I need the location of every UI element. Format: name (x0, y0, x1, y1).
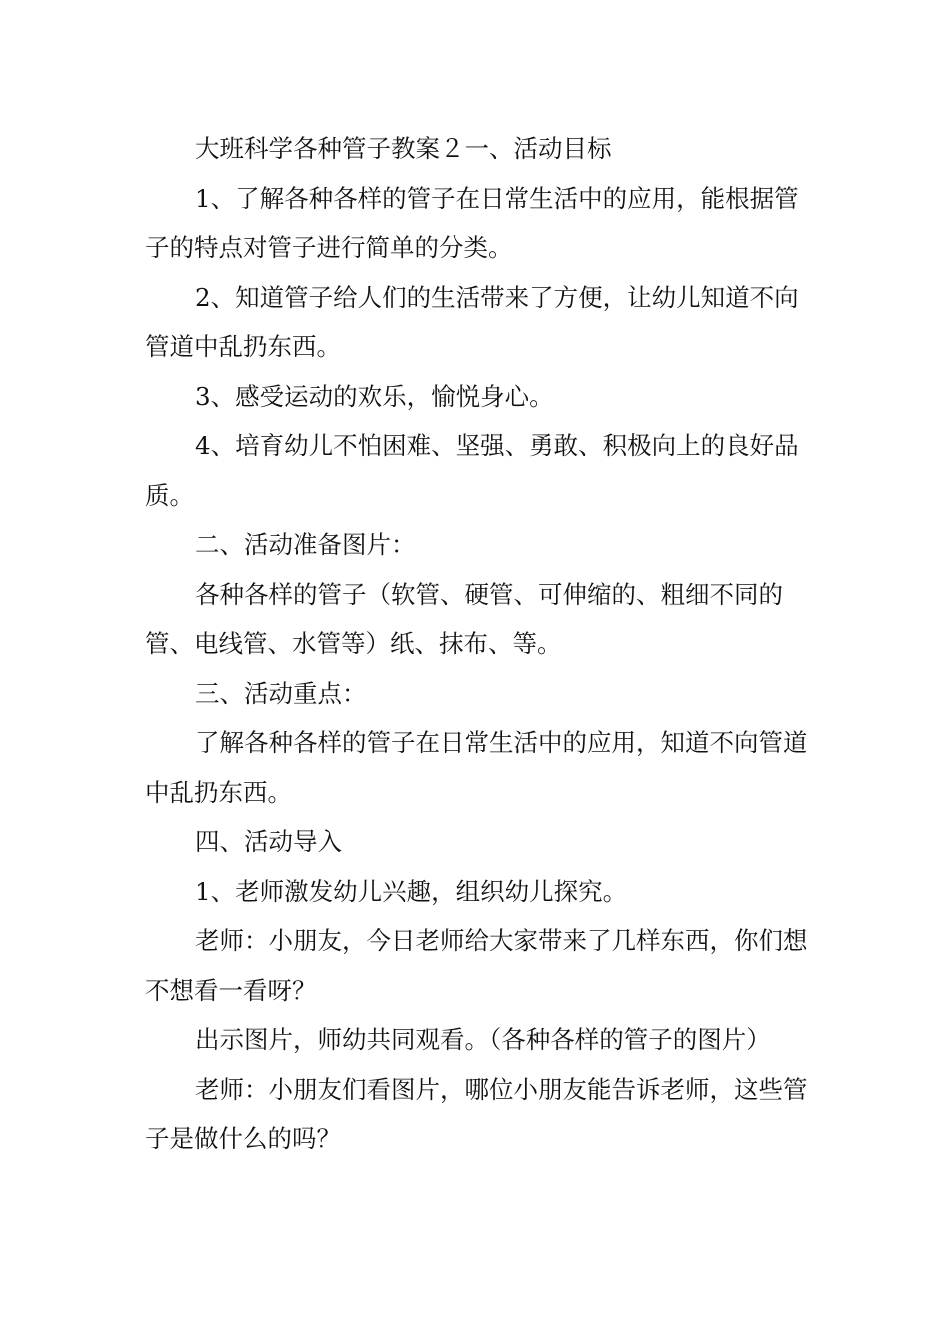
paragraph-teacher-dialogue-1: 老师：小朋友，今日老师给大家带来了几样东西，你们想不想看一看呀？ (145, 926, 808, 1005)
paragraph-introduction-step-1: 1、老师激发幼儿兴趣，组织幼儿探究。 (195, 876, 628, 906)
paragraph-heading-introduction: 四、活动导入 (195, 827, 342, 856)
paragraph-objective-4: 4、培育幼儿不怕困难、坚强、勇敢、积极向上的良好品质。 (145, 431, 799, 510)
paragraph-show-pictures: 出示图片，师幼共同观看。（各种各样的管子的图片） (195, 1025, 771, 1054)
paragraph-objective-1: 1、了解各种各样的管子在日常生活中的应用，能根据管子的特点对管子进行简单的分类。 (145, 183, 799, 262)
paragraph-key-points: 了解各种各样的管子在日常生活中的应用，知道不向管道中乱扔东西。 (145, 728, 808, 807)
paragraph-heading-key-points: 三、活动重点： (195, 678, 367, 708)
paragraph-teacher-dialogue-2: 老师：小朋友们看图片，哪位小朋友能告诉老师，这些管子是做什么的吗？ (145, 1074, 808, 1153)
paragraph-objective-2: 2、知道管子给人们的生活带来了方便，让幼儿知道不向管道中乱扔东西。 (145, 282, 799, 361)
paragraph-heading-preparation: 二、活动准备图片： (195, 530, 416, 559)
paragraph-objective-3: 3、感受运动的欢乐，愉悦身心。 (195, 381, 554, 411)
document-body (145, 124, 815, 1164)
paragraph-title-objectives: 大班科学各种管子教案２一、活动目标 (195, 134, 612, 163)
paragraph-preparation-items: 各种各样的管子（软管、硬管、可伸缩的、粗细不同的管、电线管、水管等）纸、抹布、等。 (145, 579, 783, 658)
